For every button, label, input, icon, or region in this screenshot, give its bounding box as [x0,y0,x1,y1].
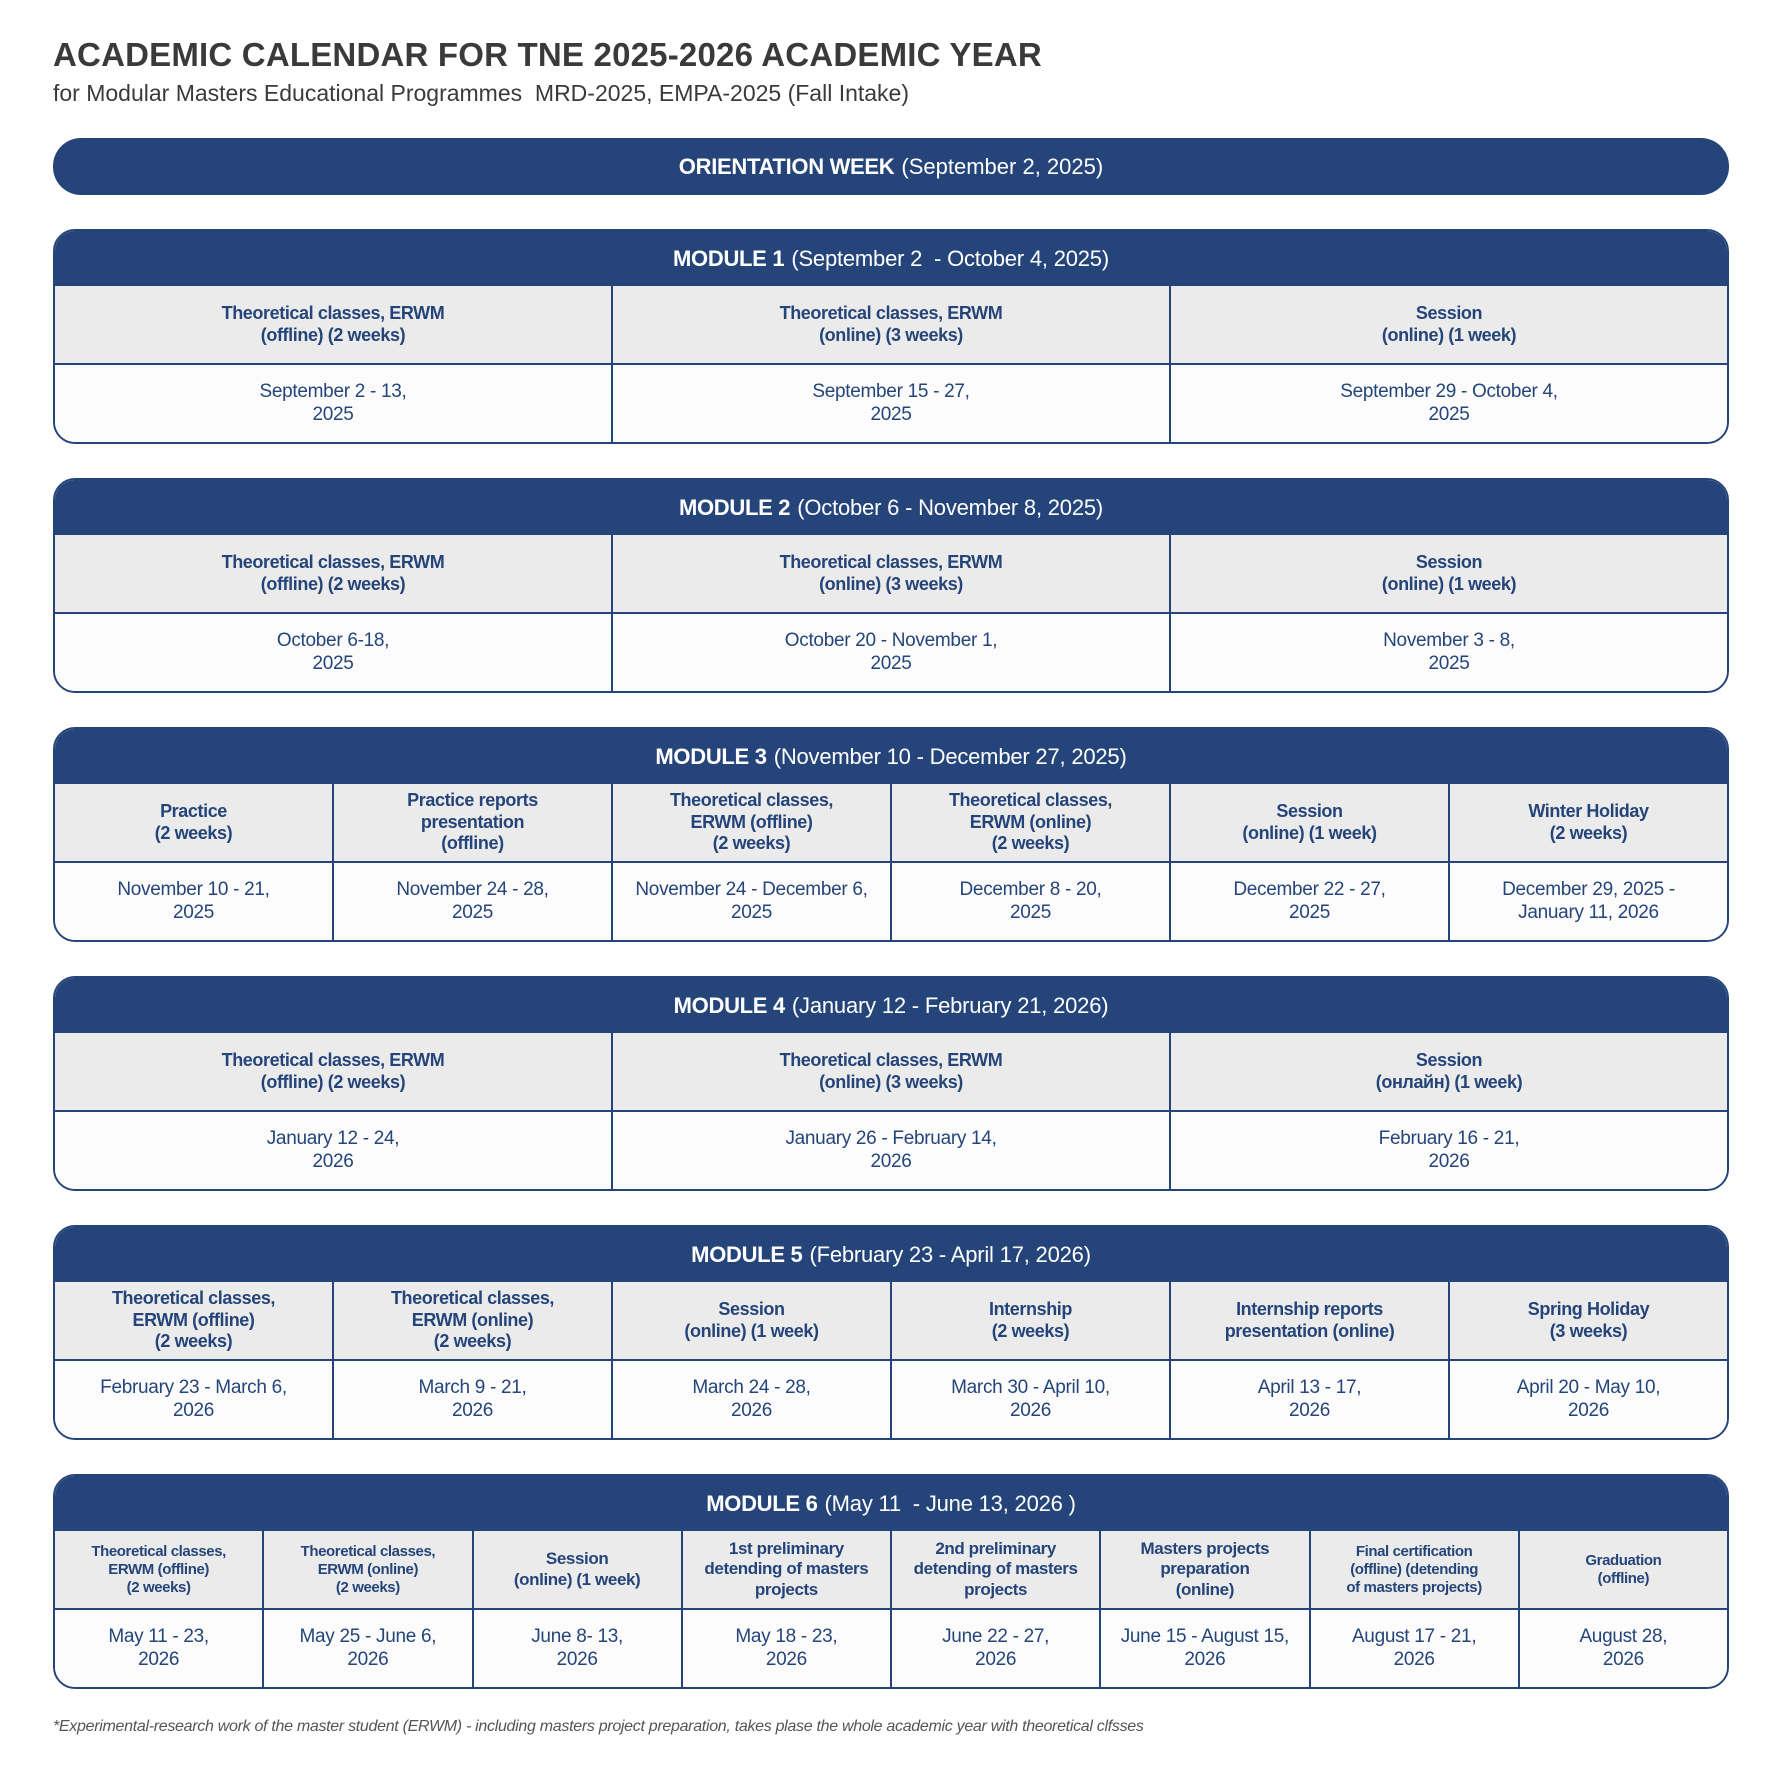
module-6-table [53,1474,1729,1689]
module-column-label: Theoretical classes, ERWM (online) (3 weeks) [613,286,1171,363]
module-4-table [53,976,1729,1191]
module-column-label: Session (online) (1 week) [1171,784,1450,861]
module-header [55,1476,1727,1531]
module-name: MODULE 4 [673,992,785,1018]
module-column-dates: May 18 - 23, 2026 [683,1610,892,1687]
module-column-label: Winter Holiday (2 weeks) [1528,800,1649,843]
module-dates-row [55,1610,1727,1687]
module-3-table [53,727,1729,942]
module-column-label: Theoretical classes, ERWM (offline) (2 weeks) [613,784,892,861]
module-labels-row [55,784,1727,863]
module-header [55,231,1727,286]
module-dates-row [55,614,1727,691]
module-labels-row [55,1531,1727,1610]
module-column-label: Theoretical classes, ERWM (offline) (2 weeks) [55,1282,334,1359]
module-dates-row [55,365,1727,442]
module-column-dates: November 10 - 21, 2025 [55,863,334,940]
module-column-dates: January 12 - 24, 2026 [55,1112,613,1189]
module-range: (January 12 - February 21, 2026) [791,992,1109,1018]
module-labels-row [55,286,1727,365]
module-range: (May 11 - June 13, 2026 ) [824,1490,1076,1516]
module-column-label: Spring Holiday (3 weeks) [1527,1298,1650,1341]
module-name: MODULE 1 [673,245,785,271]
module-column-label: Theoretical classes, ERWM (offline) (2 weeks) [55,286,613,363]
module-column-dates: May 25 - June 6, 2026 [264,1610,473,1687]
module-column-dates: October 6-18, 2025 [55,614,613,691]
module-labels-row [55,1033,1727,1112]
page-subtitle: for Modular Masters Educational Programmes MRD-2025, EMPA-2025 (Fall Intake) [53,80,910,106]
footnote: *Experimental-research work of the master student (ERWM) - including masters project preparation, takes plase the whole academic year with theoretical clfsses [53,1718,1144,1735]
module-column-dates: March 24 - 28, 2026 [613,1361,892,1438]
module-column-dates: January 26 - February 14, 2026 [613,1112,1171,1189]
module-column-dates: September 29 - October 4, 2025 [1340,380,1558,425]
module-column-dates: June 15 - August 15, 2026 [1101,1610,1310,1687]
module-column-dates: August 28, 2026 [1579,1625,1668,1670]
module-column-dates: December 8 - 20, 2025 [892,863,1171,940]
module-column-dates: November 24 - December 6, 2025 [613,863,892,940]
module-column-label: Session (online) (1 week) [1381,302,1517,345]
module-column-dates: December 29, 2025 - January 11, 2026 [1502,878,1675,923]
module-column-label: Theoretical classes, ERWM (online) (2 weeks) [264,1531,473,1608]
module-name: MODULE 3 [655,743,767,769]
module-column-dates: April 13 - 17, 2026 [1171,1361,1450,1438]
module-column-dates: February 16 - 21, 2026 [1378,1127,1520,1172]
module-name: MODULE 2 [678,494,791,520]
module-column-dates: April 20 - May 10, 2026 [1516,1376,1661,1421]
module-dates-row [55,1112,1727,1189]
module-column-dates: October 20 - November 1, 2025 [613,614,1171,691]
orientation-week-banner [53,138,1729,195]
module-column-dates: November 24 - 28, 2025 [334,863,613,940]
module-column-dates: June 8- 13, 2026 [474,1610,683,1687]
module-5-table [53,1225,1729,1440]
module-column-label: 2nd preliminary detending of masters projects [892,1531,1101,1608]
module-column-label: Session (online) (1 week) [613,1282,892,1359]
module-column-label: Theoretical classes, ERWM (online) (2 weeks) [334,1282,613,1359]
module-1-table [53,229,1729,444]
module-header [55,1227,1727,1282]
module-column-label: Theoretical classes, ERWM (offline) (2 weeks) [55,535,613,612]
module-column-label: Session (online) (1 week) [1381,551,1517,594]
orientation-dates: (September 2, 2025) [901,153,1104,179]
module-dates-row [55,1361,1727,1438]
module-name: MODULE 5 [691,1241,803,1267]
module-column-label: Theoretical classes, ERWM (online) (2 weeks) [892,784,1171,861]
module-column-label: Masters projects preparation (online) [1101,1531,1310,1608]
module-column-label: Theoretical classes, ERWM (online) (3 weeks) [613,535,1171,612]
module-range: (September 2 - October 4, 2025) [791,245,1109,271]
module-column-label: Theoretical classes, ERWM (online) (3 weeks) [613,1033,1171,1110]
module-labels-row [55,1282,1727,1361]
module-header [55,729,1727,784]
module-column-label: Practice reports presentation (offline) [334,784,613,861]
module-column-label: Graduation (offline) [1585,1551,1662,1587]
module-column-dates: June 22 - 27, 2026 [892,1610,1101,1687]
module-column-label: Practice (2 weeks) [55,784,334,861]
module-column-label: Final certification (offline) (detending of masters projects) [1311,1531,1520,1608]
module-dates-row [55,863,1727,940]
module-column-dates: March 9 - 21, 2026 [334,1361,613,1438]
module-column-dates: March 30 - April 10, 2026 [892,1361,1171,1438]
module-column-dates: August 17 - 21, 2026 [1311,1610,1520,1687]
module-header [55,480,1727,535]
module-range: (October 6 - November 8, 2025) [797,494,1104,520]
module-column-label: Internship reports presentation (online) [1171,1282,1450,1359]
module-column-label: Theoretical classes, ERWM (offline) (2 weeks) [55,1531,264,1608]
module-column-dates: September 15 - 27, 2025 [613,365,1171,442]
module-header [55,978,1727,1033]
module-column-label: Theoretical classes, ERWM (offline) (2 weeks) [55,1033,613,1110]
module-column-label: 1st preliminary detending of masters projects [683,1531,892,1608]
module-column-label: Session (online) (1 week) [474,1531,683,1608]
module-column-dates: September 2 - 13, 2025 [55,365,613,442]
page-title: ACADEMIC CALENDAR FOR TNE 2025-2026 ACADEMIC YEAR [53,36,1042,73]
module-column-label: Session (онлайн) (1 week) [1375,1049,1523,1092]
module-column-dates: May 11 - 23, 2026 [55,1610,264,1687]
module-column-label: Internship (2 weeks) [892,1282,1171,1359]
module-2-table [53,478,1729,693]
orientation-label: ORIENTATION WEEK [678,153,895,179]
module-labels-row [55,535,1727,614]
module-range: (November 10 - December 27, 2025) [773,743,1127,769]
module-range: (February 23 - April 17, 2026) [809,1241,1091,1267]
module-name: MODULE 6 [706,1490,818,1516]
module-column-dates: December 22 - 27, 2025 [1171,863,1450,940]
module-column-dates: November 3 - 8, 2025 [1383,629,1515,674]
module-column-dates: February 23 - March 6, 2026 [55,1361,334,1438]
